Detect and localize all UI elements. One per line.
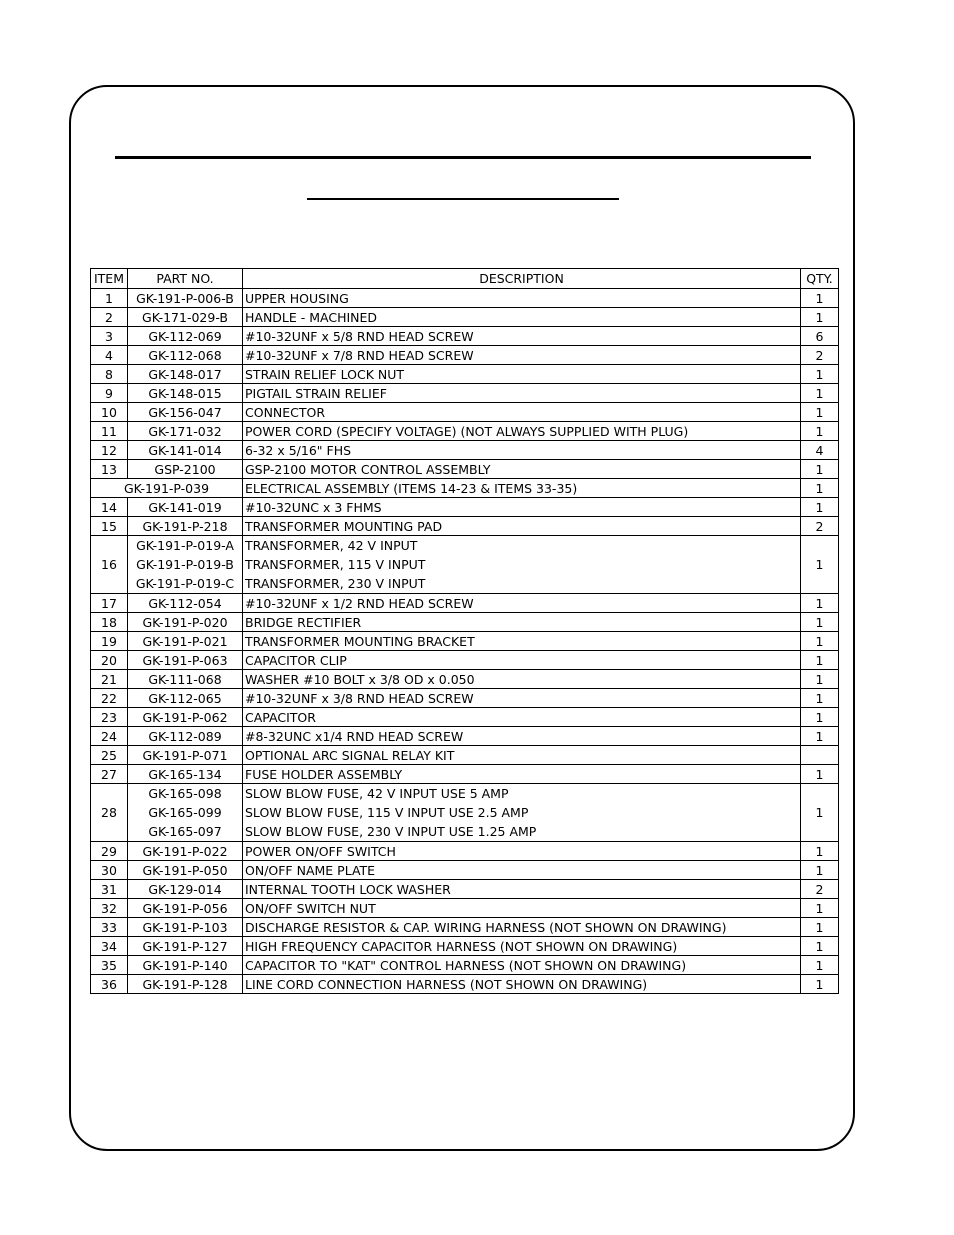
item-cell: 24 [91,727,128,746]
part-number-cell: GK-191-P-020 [128,613,243,632]
qty-cell: 1 [801,384,839,403]
title-rule [115,156,811,159]
table-row [91,746,839,765]
part-number-cell: GK-191-P-006-B [128,289,243,308]
qty-cell: 2 [801,880,839,899]
part-number-cell: GK-191-P-071 [128,746,243,765]
table-row [91,899,839,918]
table-row [91,460,839,479]
header-part-no: PART NO. [128,269,243,289]
cell-line: GK-165-099 [148,805,222,820]
table-row [91,937,839,956]
item-cell: 35 [91,956,128,975]
description-cell: STRAIN RELIEF LOCK NUT [243,365,801,384]
cell-line: SLOW BLOW FUSE, 115 V INPUT USE 2.5 AMP [245,805,529,820]
item-cell: 22 [91,689,128,708]
item-cell: 18 [91,613,128,632]
part-number-cell: GK-191-P-140 [128,956,243,975]
table-row [91,441,839,460]
table-row [91,479,839,498]
qty-cell: 2 [801,346,839,365]
part-number-cell: GK-191-P-050 [128,861,243,880]
description-cell: TRANSFORMER MOUNTING BRACKET [243,632,801,651]
description-cell: OPTIONAL ARC SIGNAL RELAY KIT [243,746,801,765]
table-row [91,670,839,689]
part-number-cell: GK-191-P-103 [128,918,243,937]
table-row [91,536,839,594]
item-cell: 4 [91,346,128,365]
header-description: DESCRIPTION [243,269,801,289]
part-number-cell: GK-111-068 [128,670,243,689]
part-number-cell: GK-191-P-056 [128,899,243,918]
item-cell: 17 [91,594,128,613]
part-number-cell: GK-156-047 [128,403,243,422]
item-cell: 12 [91,441,128,460]
table-row [91,689,839,708]
item-cell: 11 [91,422,128,441]
part-number-cell [128,536,243,594]
cell-line: GK-165-097 [148,824,222,839]
part-number-cell: GK-141-019 [128,498,243,517]
qty-cell: 1 [801,861,839,880]
qty-cell: 1 [801,727,839,746]
table-row [91,308,839,327]
qty-cell: 1 [801,632,839,651]
description-cell: LINE CORD CONNECTION HARNESS (NOT SHOWN ON DRAWING) [243,975,801,994]
table-row [91,384,839,403]
item-cell: 29 [91,842,128,861]
cell-line: GK-191-P-019-B [136,557,234,572]
part-number-cell: GK-148-015 [128,384,243,403]
cell-line: SLOW BLOW FUSE, 230 V INPUT USE 1.25 AMP [245,824,537,839]
description-cell: #10-32UNF x 1/2 RND HEAD SCREW [243,594,801,613]
item-cell: 36 [91,975,128,994]
table-row [91,956,839,975]
part-number-cell: GK-191-P-022 [128,842,243,861]
item-cell: 15 [91,517,128,536]
cell-line: SLOW BLOW FUSE, 42 V INPUT USE 5 AMP [245,786,509,801]
part-number-cell: GK-112-068 [128,346,243,365]
table-row [91,422,839,441]
part-number-cell: GK-191-P-127 [128,937,243,956]
item-cell: 34 [91,937,128,956]
part-number-cell: GK-171-029-B [128,308,243,327]
description-cell: CAPACITOR [243,708,801,727]
part-number-cell: GK-112-089 [128,727,243,746]
part-number-cell: GK-191-P-218 [128,517,243,536]
qty-cell: 2 [801,517,839,536]
qty-cell: 1 [801,479,839,498]
header-qty: QTY. [801,269,839,289]
table-row [91,498,839,517]
qty-cell: 1 [801,289,839,308]
item-cell: 16 [91,536,128,594]
table-row [91,784,839,842]
description-cell: ON/OFF SWITCH NUT [243,899,801,918]
part-number-cell: GK-148-017 [128,365,243,384]
part-number-cell: GK-191-P-062 [128,708,243,727]
description-cell: CONNECTOR [243,403,801,422]
qty-cell: 1 [801,460,839,479]
part-number-cell: GK-165-134 [128,765,243,784]
part-number-cell [128,784,243,842]
description-cell: HIGH FREQUENCY CAPACITOR HARNESS (NOT SHOWN ON DRAWING) [243,937,801,956]
description-cell: INTERNAL TOOTH LOCK WASHER [243,880,801,899]
qty-cell: 1 [801,403,839,422]
table-row [91,727,839,746]
qty-cell: 1 [801,975,839,994]
part-number-cell: GK-191-P-021 [128,632,243,651]
qty-cell: 1 [801,498,839,517]
qty-cell: 1 [801,689,839,708]
table-body [91,289,839,994]
item-cell: 31 [91,880,128,899]
table-row [91,880,839,899]
description-cell: #8-32UNC x1/4 RND HEAD SCREW [243,727,801,746]
table-row [91,708,839,727]
part-number-cell: GK-129-014 [128,880,243,899]
table-row [91,632,839,651]
cell-line: TRANSFORMER, 230 V INPUT [245,576,426,591]
item-cell: 2 [91,308,128,327]
description-cell: POWER ON/OFF SWITCH [243,842,801,861]
qty-cell: 1 [801,784,839,842]
qty-cell: 1 [801,842,839,861]
table-row [91,346,839,365]
item-cell: 19 [91,632,128,651]
description-cell: WASHER #10 BOLT x 3/8 OD x 0.050 [243,670,801,689]
qty-cell: 1 [801,765,839,784]
description-cell: DISCHARGE RESISTOR & CAP. WIRING HARNESS (NOT SHOWN ON DRAWING) [243,918,801,937]
qty-cell: 1 [801,422,839,441]
table-row [91,842,839,861]
description-cell: 6-32 x 5/16" FHS [243,441,801,460]
subtitle-rule [307,198,619,200]
table-row [91,613,839,632]
part-number-cell: GK-191-P-128 [128,975,243,994]
part-number-cell: GK-191-P-039 [91,479,243,498]
description-cell: GSP-2100 MOTOR CONTROL ASSEMBLY [243,460,801,479]
description-cell: FUSE HOLDER ASSEMBLY [243,765,801,784]
part-number-cell: GSP-2100 [128,460,243,479]
description-cell [243,784,801,842]
parts-list-table [90,268,839,994]
description-cell: #10-32UNF x 3/8 RND HEAD SCREW [243,689,801,708]
table-row [91,365,839,384]
part-number-cell: GK-112-069 [128,327,243,346]
description-cell: POWER CORD (SPECIFY VOLTAGE) (NOT ALWAYS SUPPLIED WITH PLUG) [243,422,801,441]
qty-cell: 1 [801,308,839,327]
item-cell: 9 [91,384,128,403]
qty-cell: 1 [801,708,839,727]
table-row [91,651,839,670]
part-number-cell: GK-112-054 [128,594,243,613]
description-cell: HANDLE - MACHINED [243,308,801,327]
item-cell: 13 [91,460,128,479]
table-row [91,918,839,937]
description-cell: UPPER HOUSING [243,289,801,308]
cell-line: GK-191-P-019-C [135,576,235,591]
description-cell [243,536,801,594]
qty-cell [801,746,839,765]
item-cell: 27 [91,765,128,784]
description-cell: BRIDGE RECTIFIER [243,613,801,632]
description-cell: PIGTAIL STRAIN RELIEF [243,384,801,403]
qty-cell: 4 [801,441,839,460]
table-row [91,861,839,880]
description-cell: #10-32UNC x 3 FHMS [243,498,801,517]
item-cell: 32 [91,899,128,918]
item-cell: 3 [91,327,128,346]
description-cell: ELECTRICAL ASSEMBLY (ITEMS 14-23 & ITEMS 33-35) [243,479,801,498]
part-number-cell: GK-191-P-063 [128,651,243,670]
cell-line: TRANSFORMER, 42 V INPUT [245,538,418,553]
description-cell: ON/OFF NAME PLATE [243,861,801,880]
table-row [91,594,839,613]
description-cell: #10-32UNF x 7/8 RND HEAD SCREW [243,346,801,365]
cell-line: GK-191-P-019-A [136,538,234,553]
item-cell: 25 [91,746,128,765]
item-cell: 30 [91,861,128,880]
item-cell: 20 [91,651,128,670]
part-number-cell: GK-141-014 [128,441,243,460]
table-row [91,975,839,994]
qty-cell: 1 [801,956,839,975]
description-cell: CAPACITOR TO "KAT" CONTROL HARNESS (NOT SHOWN ON DRAWING) [243,956,801,975]
item-cell: 14 [91,498,128,517]
item-cell: 21 [91,670,128,689]
qty-cell: 1 [801,899,839,918]
item-cell: 1 [91,289,128,308]
qty-cell: 1 [801,937,839,956]
qty-cell: 1 [801,594,839,613]
table-header-row [91,269,839,289]
description-cell: TRANSFORMER MOUNTING PAD [243,517,801,536]
qty-cell: 1 [801,918,839,937]
qty-cell: 1 [801,651,839,670]
table-row [91,327,839,346]
qty-cell: 1 [801,365,839,384]
description-cell: CAPACITOR CLIP [243,651,801,670]
description-cell: #10-32UNF x 5/8 RND HEAD SCREW [243,327,801,346]
cell-line: GK-165-098 [148,786,222,801]
item-cell: 33 [91,918,128,937]
table-row [91,765,839,784]
qty-cell: 1 [801,670,839,689]
qty-cell: 6 [801,327,839,346]
qty-cell: 1 [801,613,839,632]
header-item: ITEM [91,269,128,289]
cell-line: TRANSFORMER, 115 V INPUT [245,557,426,572]
part-number-cell: GK-171-032 [128,422,243,441]
item-cell: 10 [91,403,128,422]
table-row [91,289,839,308]
table-row [91,403,839,422]
table-row [91,517,839,536]
item-cell: 28 [91,784,128,842]
item-cell: 23 [91,708,128,727]
qty-cell: 1 [801,536,839,594]
item-cell: 8 [91,365,128,384]
part-number-cell: GK-112-065 [128,689,243,708]
